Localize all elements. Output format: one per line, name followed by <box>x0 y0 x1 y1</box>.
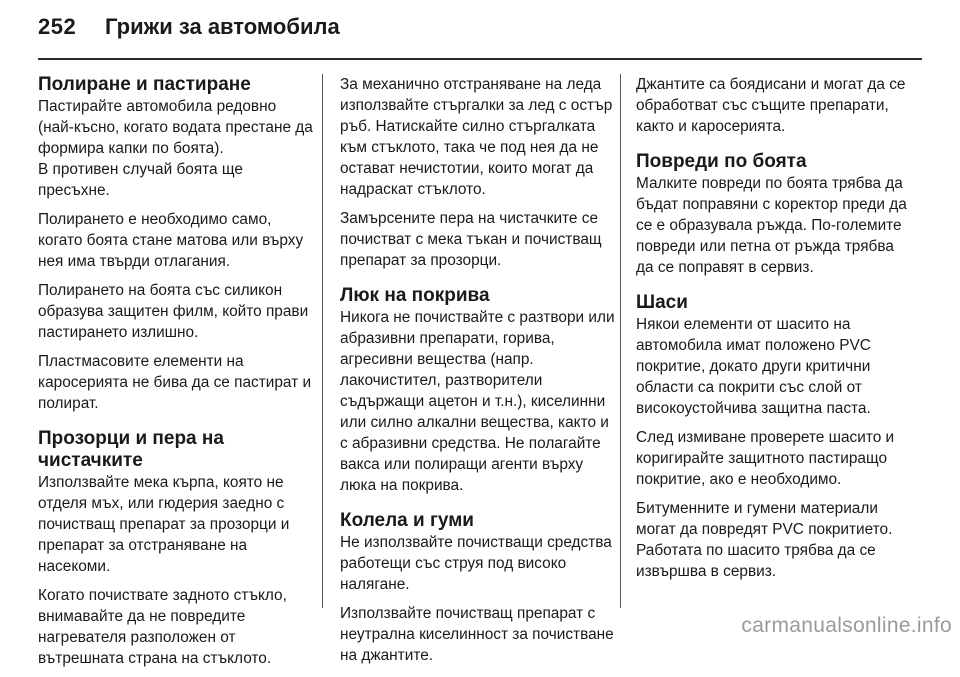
page-header <box>0 0 960 60</box>
section-heading-wheels: Колела и гуми <box>340 510 474 531</box>
paragraph: Пластмасовите елементи на каросерията не бива да се пастират и полират. <box>38 353 312 412</box>
paragraph: След измиване проверете шасито и коригирайте защитното пастиращо покритие, ако е необходимо. <box>636 429 895 488</box>
header-divider <box>38 58 922 60</box>
column-divider-1 <box>322 74 323 608</box>
paragraph: Полирането на боята със силикон образува защитен филм, който прави пастирането излишно. <box>38 282 309 341</box>
paragraph: В противен случай боята ще пресъхне. <box>38 161 243 199</box>
chapter-title: Грижи за автомобила <box>105 14 340 39</box>
paragraph: Никога не почиствайте с разтвори или абразивни препарати, горива, агресивни вещества (напр. лакочистител, разтворители съдържащи ацетон и т.н.), киселинни или силно алкални вещества, както и с абразивни средства. Не полагайте вакса или полиращи агенти върху люка на покрива. <box>340 309 615 494</box>
watermark: carmanualsonline.info <box>741 614 952 637</box>
section-heading-polishing: Полиране и пастиране <box>38 74 251 95</box>
paragraph: Използвайте почистващ препарат с неутрална киселинност за почистване на джантите. <box>340 605 614 664</box>
paragraph: Малките повреди по боята трябва да бъдат поправяни с коректор преди да се е образувала ръжда. По-големите повреди или петна от ръжда трябва да се поправят в сервиз. <box>636 175 907 276</box>
paragraph: Не използвайте почистващи средства работещи със струя под високо налягане. <box>340 534 612 593</box>
paragraph: Използвайте мека кърпа, която не отделя мъх, или гюдерия заедно с почистващ препарат за прозорци и препарат за отстраняване на насекоми. <box>38 474 290 575</box>
paragraph: Когато почиствате задното стъкло, внимавайте да не повредите нагревателя разположен от вътрешната страна на стъклото. <box>38 587 287 667</box>
section-heading-paint-damage: Повреди по боята <box>636 151 807 172</box>
paragraph: Някои елементи от шасито на автомобила имат положено PVC покритие, докато други критични области са покрити със слой от високоустойчива защитна паста. <box>636 316 871 417</box>
paragraph: Замърсените пера на чистачките се почистват с мека тъкан и почистващ препарат за прозорци. <box>340 210 602 269</box>
paragraph: Пастирайте автомобила редовно (най-късно, когато водата престане да формира капки по боята). <box>38 98 313 157</box>
section-heading-chassis: Шаси <box>636 292 688 313</box>
section-heading-windows: Прозорци и пера на чистачките <box>38 428 224 471</box>
column-divider-2 <box>620 74 621 608</box>
column-3 <box>636 74 912 590</box>
column-1 <box>38 74 314 677</box>
section-heading-sunroof: Люк на покрива <box>340 285 490 306</box>
paragraph: Битуменните и гумени материали могат да повредят PVC покритието. Работата по шасито трябва да се извършва в сервиз. <box>636 500 893 580</box>
paragraph: За механично отстраняване на леда използвайте стъргалки за лед с остър ръб. Натискайте силно стъргалката към стъклото, така че под нея да не остават нечистотии, които могат да надраскат стъклото. <box>340 76 613 198</box>
paragraph: Джантите са боядисани и могат да се обработват със същите препарати, както и каросерията. <box>636 76 906 135</box>
paragraph: Полирането е необходимо само, когато боята стане матова или върху нея има твърди отлагания. <box>38 211 304 270</box>
column-2 <box>340 74 616 674</box>
page-number: 252 <box>38 14 77 39</box>
